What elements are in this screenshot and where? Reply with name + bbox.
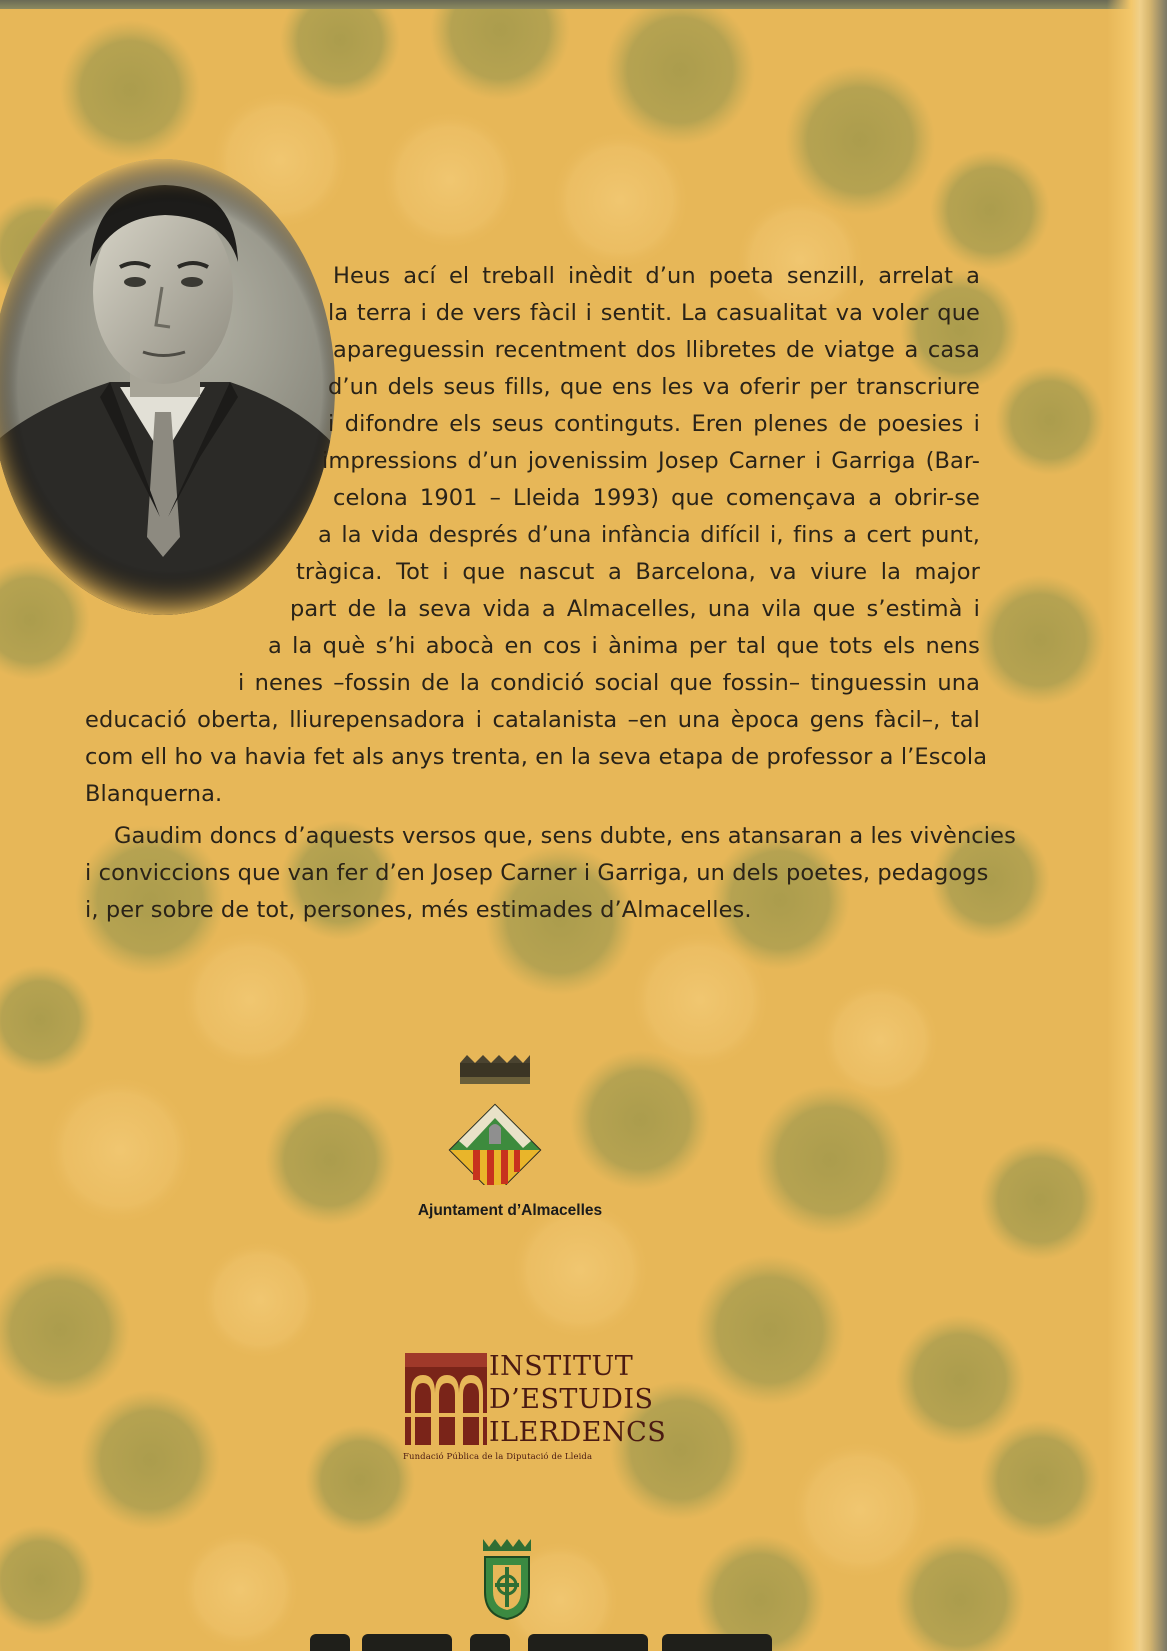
background-dot [820,980,940,1100]
background-dot [510,1200,650,1340]
iei-arches-logo [405,1353,487,1445]
paragraph-2-line: Gaudim doncs d’aquests versos que, sens dubte, ens atansaran a les vivències [114,823,1016,849]
portrait-photo [0,157,338,617]
background-dot [60,20,200,160]
background-dot [790,1440,930,1580]
paragraph-1-line: Blanquerna. [85,781,223,807]
background-dot [265,1095,395,1225]
ajuntament-label: Ajuntament d’Almacelles [417,1202,603,1219]
iei-subtitle: Fundació Pública de la Diputació de Lleida [403,1452,593,1462]
cropped-bottom-title [290,1630,810,1651]
background-dot [380,110,520,250]
background-dot [695,1255,845,1405]
background-dot [80,1390,220,1530]
background-dot [930,150,1050,270]
background-dot [980,1420,1100,1540]
background-dot [980,1140,1100,1260]
top-edge [0,0,1167,9]
background-dot [995,365,1105,475]
paragraph-1-line: d’un dels seus fills, que ens les va oferir per transcriure [328,374,980,400]
background-dot [605,0,755,145]
iei-line-3: ILERDENCS [489,1417,667,1448]
paragraph-1-line: i difondre els seus continguts. Eren plenes de poesies i [328,411,980,437]
paragraph-1-line: tràgica. Tot i que nascut a Barcelona, va viure la major [296,559,980,585]
background-dot [200,1240,320,1360]
background-dot [895,1315,1025,1445]
background-dot [785,65,935,215]
background-dot [430,0,570,100]
background-dot [180,930,320,1070]
paragraph-2-line: i conviccions que van fer d’en Josep Carner i Garriga, un dels poetes, pedagogs [85,860,989,886]
background-dot [0,1525,95,1635]
paragraph-1-line: impressions d’un jovenissim Josep Carner i Garriga (Bar- [322,448,980,474]
background-dot [550,130,690,270]
paragraph-1-line: a la què s’hi abocà en cos i ànima per tal que tots els nens [268,633,980,659]
iei-line-2: D’ESTUDIS [489,1384,654,1415]
background-dot [975,575,1105,705]
background-dot [45,1075,195,1225]
background-dot [305,1425,415,1535]
background-dot [755,1085,905,1235]
paragraph-1-line: part de la seva vida a Almacelles, una vila que s’estimà i [290,596,980,622]
paragraph-1-line: celona 1901 – Lleida 1993) que començava a obrir-se [333,485,980,511]
paragraph-1-line: a la vida després d’una infància difícil i, fins a cert punt, [318,522,980,548]
iei-name [489,1350,666,1449]
diputacio-coat-of-arms [477,1537,537,1621]
book-spine-edge [1107,0,1167,1651]
paragraph-1-line: educació oberta, lliurepensadora i catalanista –en una època gens fàcil–, tal [85,707,980,733]
almacelles-coat-of-arms [445,1055,575,1185]
paragraph-1-line: la terra i de vers fàcil i sentit. La casualitat va voler que [328,300,980,326]
background-dot [180,1530,300,1650]
background-dot [280,0,400,100]
background-dot [630,930,770,1070]
background-dot [0,1260,130,1400]
paragraph-2-line: i, per sobre de tot, persones, més estimades d’Almacelles. [85,897,752,923]
background-dot [570,1050,710,1190]
paragraph-1-line: Heus ací el treball inèdit d’un poeta senzill, arrelat a [333,263,980,289]
paragraph-1-line: i nenes –fossin de la condició social que fossin– tinguessin una [238,670,980,696]
iei-line-1: INSTITUT [489,1351,634,1382]
paragraph-1-line: com ell ho va havia fet als anys trenta, en la seva etapa de professor a l’Escola [85,744,988,770]
background-dot [0,965,95,1075]
paragraph-1-line: apareguessin recentment dos llibretes de viatge a casa [333,337,980,363]
